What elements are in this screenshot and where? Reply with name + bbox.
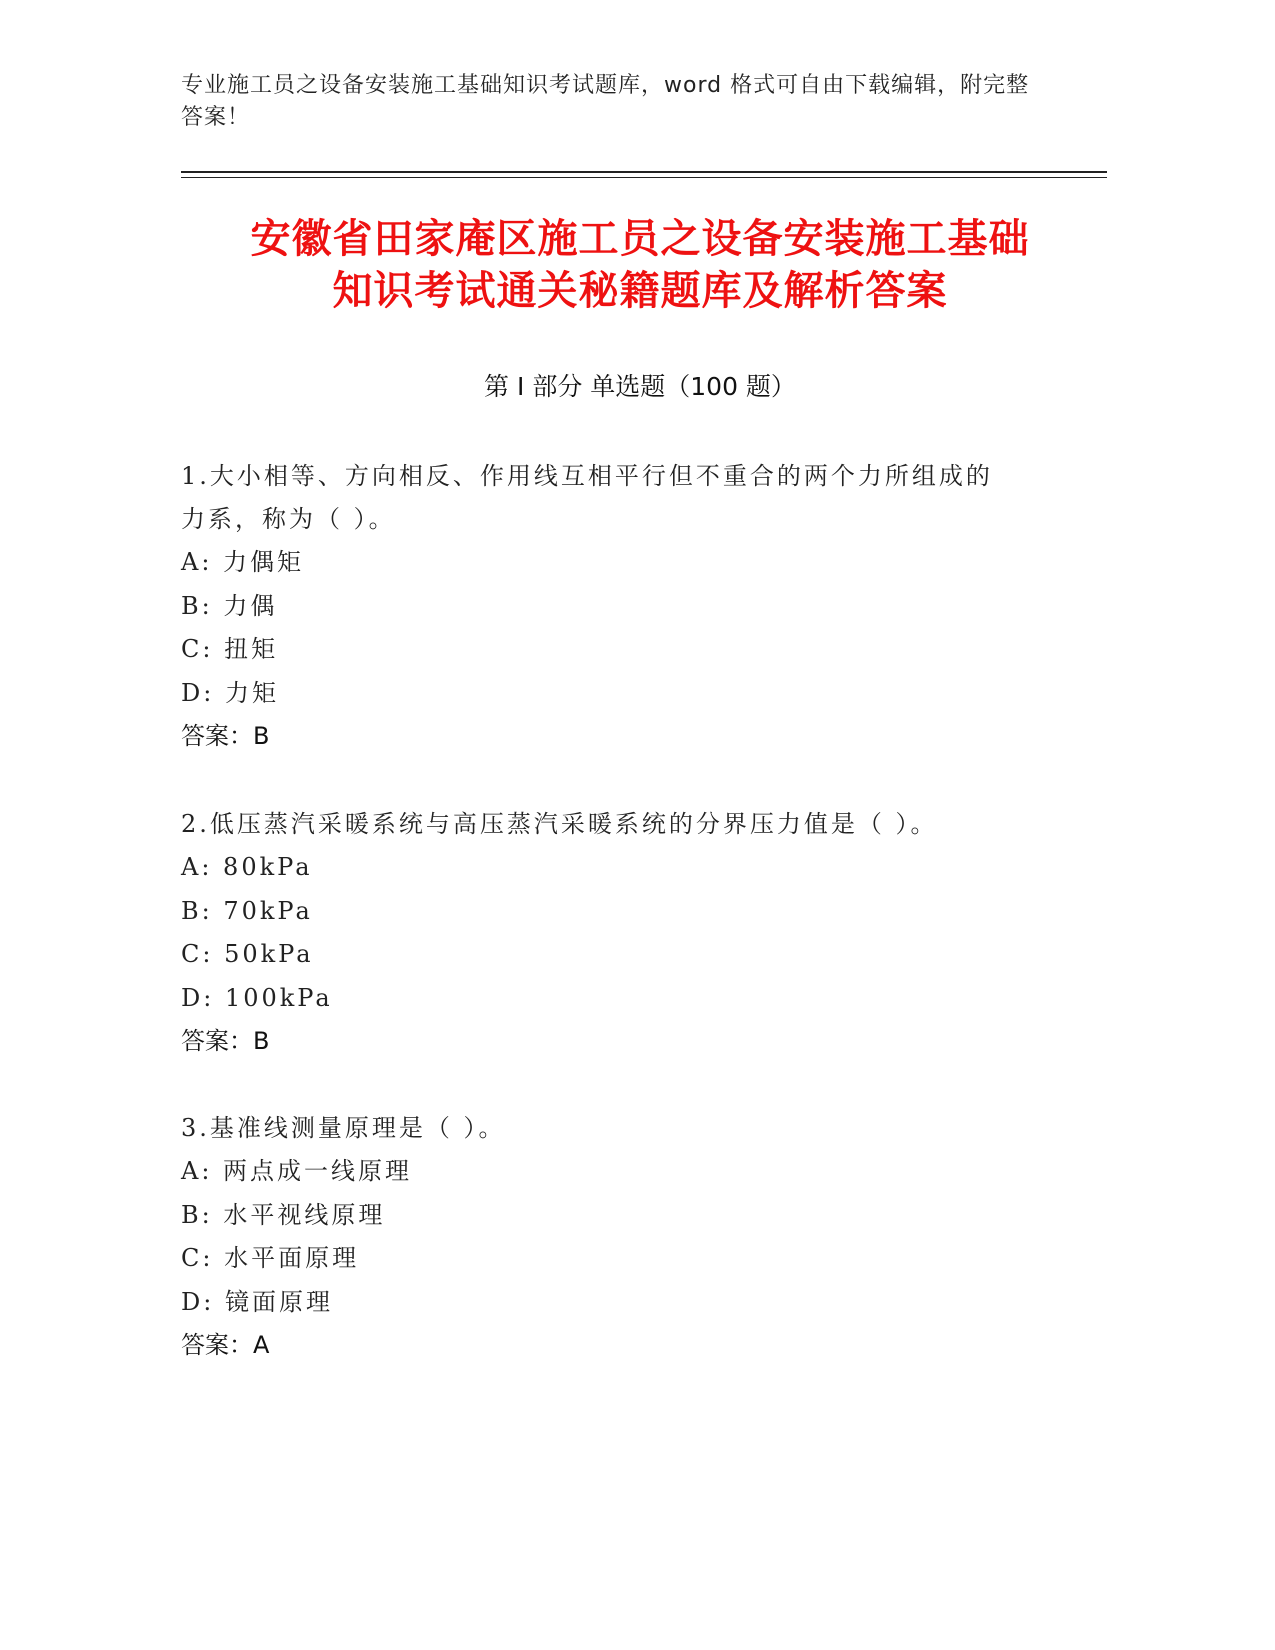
document-title [160, 213, 1120, 317]
option-c: C: 50kPa [181, 940, 314, 968]
option-a: A: 力偶矩 [181, 548, 305, 576]
header-divider-thick [181, 171, 1107, 173]
document-title-line-1: 安徽省田家庵区施工员之设备安装施工基础 [250, 216, 1030, 262]
question-stem: 2.低压蒸汽采暖系统与高压蒸汽采暖系统的分界压力值是（ ）。 [181, 810, 938, 838]
question-stem-continued: 力系，称为（ ）。 [181, 505, 396, 533]
question-stem: 1.大小相等、方向相反、作用线互相平行但不重合的两个力所组成的 [181, 462, 993, 490]
option-c: C: 扭矩 [181, 635, 279, 663]
question-1 [181, 455, 1041, 759]
option-d: D: 力矩 [181, 678, 279, 707]
answer: 答案：A [181, 1331, 270, 1359]
answer: 答案：B [181, 722, 270, 750]
option-b: B: 力偶 [181, 591, 278, 620]
option-a: A: 两点成一线原理 [181, 1157, 413, 1185]
question-3 [181, 1107, 1041, 1368]
question-stem: 3.基准线测量原理是（ ）。 [181, 1114, 506, 1142]
option-a: A: 80kPa [181, 853, 313, 881]
option-b: B: 水平视线原理 [181, 1200, 386, 1229]
option-d: D: 100kPa [181, 983, 333, 1012]
option-d: D: 镜面原理 [181, 1287, 333, 1316]
option-b: B: 70kPa [181, 896, 313, 925]
question-2 [181, 803, 1041, 1064]
option-c: C: 水平面原理 [181, 1244, 360, 1272]
answer: 答案：B [181, 1027, 270, 1055]
header-note: 专业施工员之设备安装施工基础知识考试题库，word 格式可自由下载编辑，附完整答案！ [181, 73, 1030, 130]
section-title: 第 I 部分 单选题（100 题） [484, 372, 796, 401]
header-divider-thin [181, 177, 1107, 178]
document-title-line-2: 知识考试通关秘籍题库及解析答案 [332, 268, 948, 314]
